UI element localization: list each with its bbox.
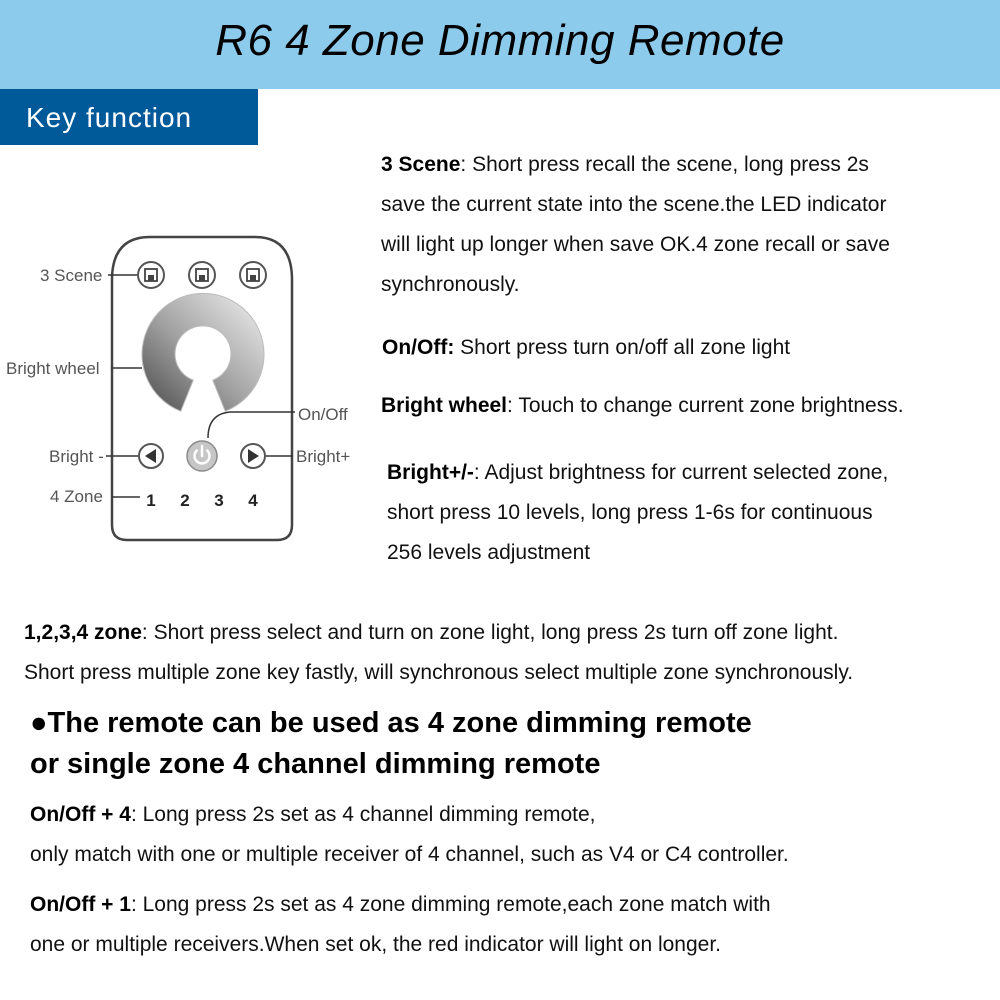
four-channel-description [30, 795, 990, 875]
bright-plus-button[interactable] [241, 444, 265, 468]
page-title: R6 4 Zone Dimming Remote [215, 16, 785, 65]
zones-description [24, 613, 996, 693]
bright-description [387, 453, 992, 573]
onoff-callout: On/Off [298, 405, 348, 424]
four-channel-title: On/Off + 4 [30, 803, 131, 826]
usage-headline-line-1: ●The remote can be used as 4 zone dimming remote [30, 707, 752, 739]
four-channel-line-1: On/Off + 4: Long press 2s set as 4 channel dimming remote, [30, 803, 596, 826]
zone-key-4[interactable]: 4 [248, 491, 258, 510]
zones-text-1: Short press select and turn on zone light, long press 2s turn off zone light. [153, 621, 839, 644]
scene-title: 3 Scene [381, 153, 461, 176]
four-zone-description [30, 885, 990, 965]
scene-line-3: will light up longer when save OK.4 zone recall or save [381, 233, 890, 256]
bright-title: Bright+/- [387, 461, 474, 484]
scene-callout: 3 Scene [40, 266, 103, 285]
scene-line-2: save the current state into the scene.the LED indicator [381, 193, 887, 216]
four-zone-text-1: Long press 2s set as 4 zone dimming remote,each zone match with [142, 893, 771, 916]
bright-line-3: 256 levels adjustment [387, 541, 591, 564]
scene-line-4: synchronously. [381, 273, 520, 296]
wheel-callout: Bright wheel [6, 359, 100, 378]
usage-headline [30, 703, 990, 785]
four-zone-line-1: On/Off + 1: Long press 2s set as 4 zone dimming remote,each zone match with [30, 893, 771, 916]
scene-button-3[interactable] [240, 262, 266, 288]
bright-line-2: short press 10 levels, long press 1-6s for continuous [387, 501, 873, 524]
title-bar [0, 0, 1000, 89]
bright-line-1: Bright+/-: Adjust brightness for current selected zone, [387, 461, 889, 484]
zones-line-2: Short press multiple zone key fastly, will synchronous select multiple zone synchronously. [24, 661, 854, 684]
on-off-button[interactable] [187, 441, 217, 471]
zones-title: 1,2,3,4 zone [24, 621, 142, 644]
zone-key-2[interactable]: 2 [180, 491, 190, 510]
scene-button-2[interactable] [189, 262, 215, 288]
zones-line-1: 1,2,3,4 zone: Short press select and turn on zone light, long press 2s turn off zone light. [24, 621, 839, 644]
wheel-title: Bright wheel [381, 394, 508, 417]
scene-line-1: 3 Scene: Short press recall the scene, long press 2s [381, 153, 869, 176]
bright-plus-callout: Bright+ [296, 447, 351, 466]
onoff-title: On/Off: [382, 336, 455, 359]
four-channel-text-1: Long press 2s set as 4 channel dimming remote, [142, 803, 596, 826]
zone-key-1[interactable]: 1 [146, 491, 156, 510]
key-function-label: Key function [26, 102, 193, 133]
four-zone-title: On/Off + 1 [30, 893, 131, 916]
usage-headline-line-2: or single zone 4 channel dimming remote [30, 748, 601, 780]
scene-text-1: Short press recall the scene, long press 2s [472, 153, 869, 176]
remote-diagram [0, 225, 370, 555]
onoff-text: Short press turn on/off all zone light [460, 336, 791, 359]
scene-button-1[interactable] [138, 262, 164, 288]
bright-text-1: Adjust brightness for current selected zone, [484, 461, 889, 484]
onoff-description [382, 328, 992, 368]
wheel-description: Bright wheel: Touch to change current zone brightness. [381, 394, 904, 417]
bright-minus-callout: Bright - [49, 447, 104, 466]
scene-description [381, 145, 991, 305]
four-zone-line-2: one or multiple receivers.When set ok, the red indicator will light on longer. [30, 933, 722, 956]
zone-callout: 4 Zone [50, 487, 103, 506]
key-function-tab [0, 89, 258, 145]
four-channel-line-2: only match with one or multiple receiver of 4 channel, such as V4 or C4 controller. [30, 843, 789, 866]
zone-key-3[interactable]: 3 [214, 491, 224, 510]
wheel-text: Touch to change current zone brightness. [518, 394, 904, 417]
bright-minus-button[interactable] [139, 444, 163, 468]
